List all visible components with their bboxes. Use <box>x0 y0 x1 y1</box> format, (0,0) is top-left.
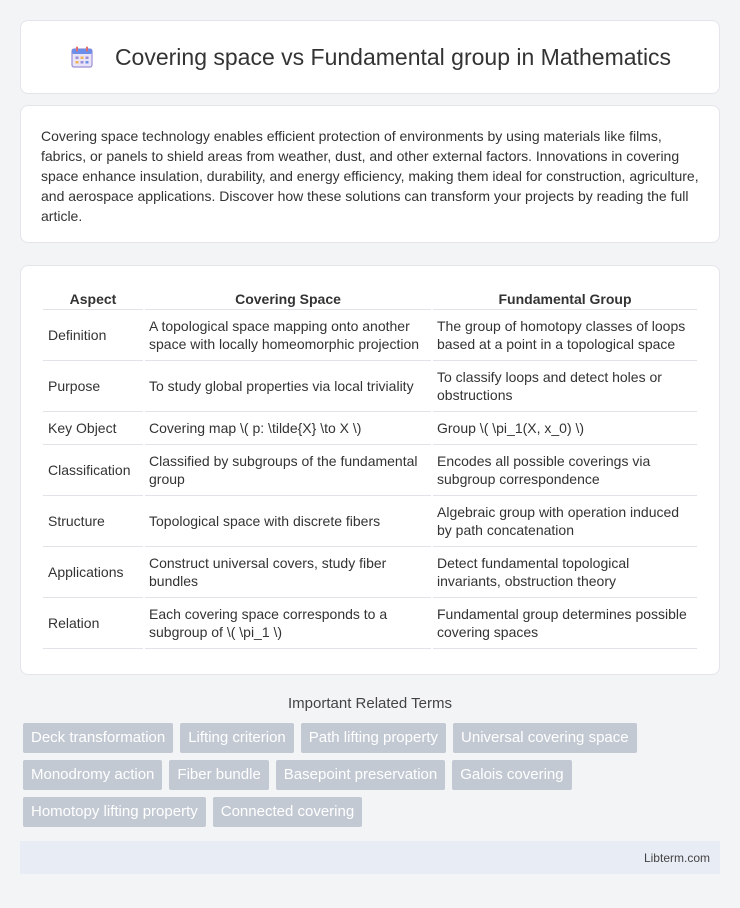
page-footer <box>20 841 720 874</box>
comparison-table-card <box>20 265 720 675</box>
page-title: Covering space vs Fundamental group in Mathematics <box>114 43 672 70</box>
intro-text: Covering space technology enables efficient protection of environments by using materials like films, fabrics, or panels to shield areas from weather, dust, and other external factors. Innovations in covering space enhance insulation, durability, and energy efficiency, making them ideal for construction, agriculture, and aerospace applications. Discover how these solutions can transform your projects by reading the full article. <box>41 128 699 224</box>
intro-section <box>20 105 720 243</box>
row-covering-space: A topological space mapping onto another space with locally homeomorphic projection <box>145 310 431 361</box>
row-fundamental-group: Detect fundamental topological invariants, obstruction theory <box>433 547 697 598</box>
row-covering-space: Classified by subgroups of the fundamental group <box>145 445 431 496</box>
related-terms-section <box>20 695 720 827</box>
row-aspect: Classification <box>43 445 143 496</box>
table-row <box>43 496 697 547</box>
table-row <box>43 445 697 496</box>
table-row <box>43 547 697 598</box>
row-aspect: Key Object <box>43 412 143 445</box>
tag-fiber-bundle[interactable]: Fiber bundle <box>169 760 268 790</box>
tag-path-lifting-property[interactable]: Path lifting property <box>301 723 446 753</box>
table-header-row <box>43 286 697 310</box>
table-row <box>43 310 697 361</box>
tag-homotopy-lifting-property[interactable]: Homotopy lifting property <box>23 797 206 827</box>
row-aspect: Relation <box>43 598 143 649</box>
tag-connected-covering[interactable]: Connected covering <box>213 797 362 827</box>
tag-deck-transformation[interactable]: Deck transformation <box>23 723 173 753</box>
page-header <box>20 20 720 94</box>
table-row <box>43 361 697 412</box>
related-terms-title: Important Related Terms <box>288 695 452 712</box>
tag-monodromy-action[interactable]: Monodromy action <box>23 760 162 790</box>
row-covering-space: Each covering space corresponds to a subgroup of \( \pi_1 \) <box>145 598 431 649</box>
row-aspect: Applications <box>43 547 143 598</box>
row-covering-space: Construct universal covers, study fiber bundles <box>145 547 431 598</box>
tag-universal-covering-space[interactable]: Universal covering space <box>453 723 637 753</box>
tag-galois-covering[interactable]: Galois covering <box>452 760 571 790</box>
row-aspect: Structure <box>43 496 143 547</box>
row-aspect: Purpose <box>43 361 143 412</box>
footer-brand[interactable]: Libterm.com <box>643 850 710 865</box>
row-fundamental-group: Fundamental group determines possible covering spaces <box>433 598 697 649</box>
header-aspect: Aspect <box>43 286 143 310</box>
row-fundamental-group: Algebraic group with operation induced by path concatenation <box>433 496 697 547</box>
tag-basepoint-preservation[interactable]: Basepoint preservation <box>276 760 445 790</box>
row-covering-space: Covering map \( p: \tilde{X} \to X \) <box>145 412 431 445</box>
table-row <box>43 598 697 649</box>
row-covering-space: To study global properties via local triviality <box>145 361 431 412</box>
tag-lifting-criterion[interactable]: Lifting criterion <box>180 723 294 753</box>
header-covering-space: Covering Space <box>145 286 431 310</box>
calendar-icon <box>69 44 95 70</box>
row-fundamental-group: Encodes all possible coverings via subgroup correspondence <box>433 445 697 496</box>
row-aspect: Definition <box>43 310 143 361</box>
row-fundamental-group: The group of homotopy classes of loops based at a point in a topological space <box>433 310 697 361</box>
row-fundamental-group: Group \( \pi_1(X, x_0) \) <box>433 412 697 445</box>
row-fundamental-group: To classify loops and detect holes or obstructions <box>433 361 697 412</box>
row-covering-space: Topological space with discrete fibers <box>145 496 431 547</box>
header-fundamental-group: Fundamental Group <box>433 286 697 310</box>
comparison-table <box>41 286 699 649</box>
table-row <box>43 412 697 445</box>
related-terms-tags <box>20 723 720 827</box>
